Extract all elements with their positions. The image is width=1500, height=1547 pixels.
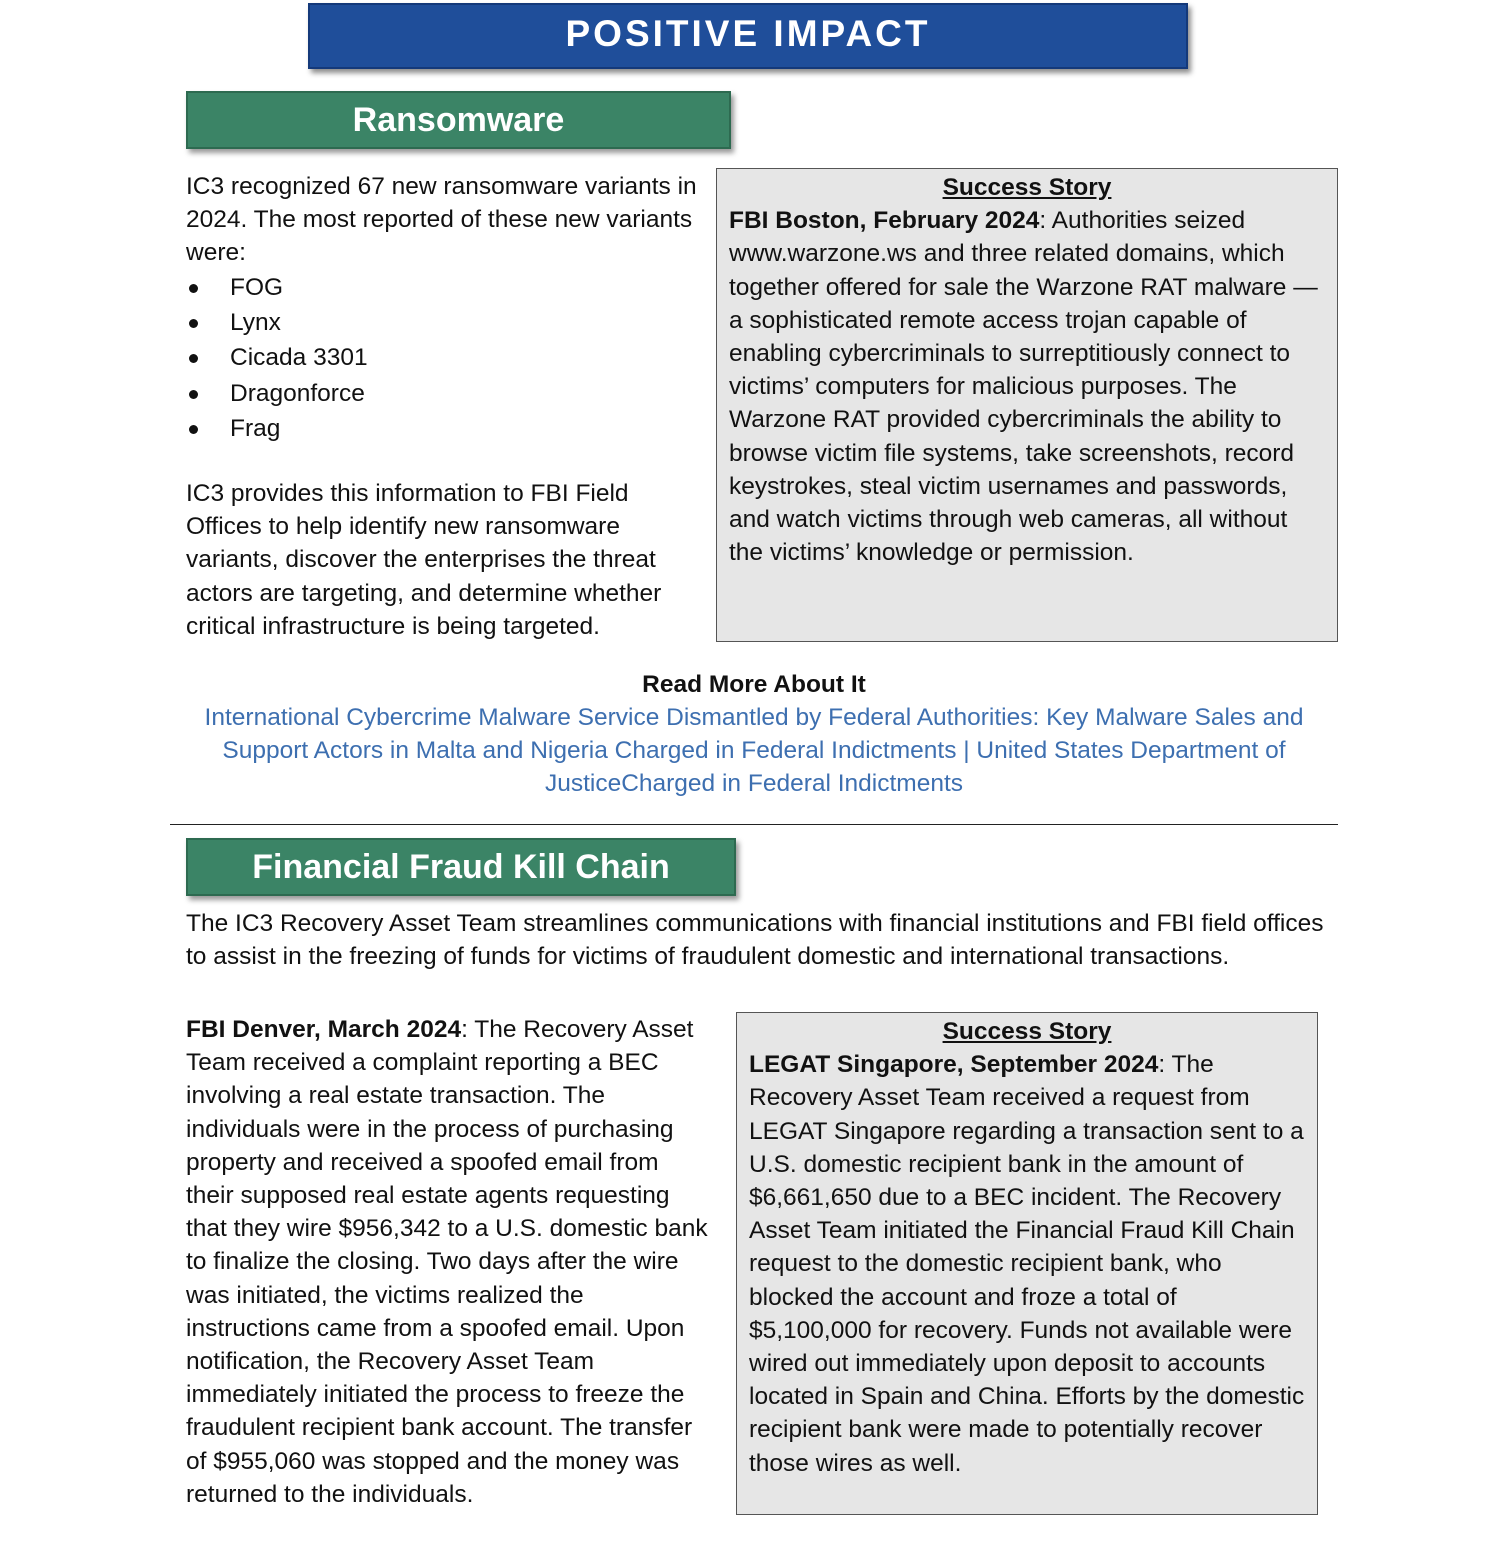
list-item: Dragonforce	[186, 376, 368, 411]
fraud-intro: The IC3 Recovery Asset Team streamlines communications with financial institutions and FBI field offices to assist in the freezing of funds for victims of fraudulent domestic and international transactions.	[186, 910, 1324, 971]
ransomware-body: IC3 provides this information to FBI Field Offices to help identify new ransomware variants, discover the enterprises the threat actors are targeting, and determine whether critical infrastructure is being targeted.	[186, 480, 662, 640]
read-more-title: Read More About It	[642, 671, 866, 698]
success-story-title: Success Story	[942, 174, 1112, 201]
ransomware-variant-list	[186, 270, 368, 446]
fraud-success-story	[736, 1012, 1318, 1515]
ransomware-header-label: Ransomware	[352, 101, 565, 139]
list-item: Frag	[186, 411, 368, 446]
list-item: FOG	[186, 270, 368, 305]
ransomware-intro: IC3 recognized 67 new ransomware variants in 2024. The most reported of these new variants were:	[186, 173, 697, 267]
list-item: Cicada 3301	[186, 340, 368, 375]
fraud-header	[186, 838, 736, 896]
fraud-case-text: : The Recovery Asset Team received a complaint reporting a BEC involving a real estate transaction. The individuals were in the process of purchasing property and received a spoofed email from their supposed real estate agents requesting that they wire $956,342 to a U.S. domestic bank to finalize the closing. Two days after the wire was initiated, the victims realized the instructions came from a spoofed email. Upon notification, the Recovery Asset Team immediately initiated the process to freeze the fraudulent recipient bank account. The transfer of $955,060 was stopped and the money was returned to the individuals.	[186, 1016, 708, 1508]
doj-article-link[interactable]: International Cybercrime Malware Service Dismantled by Federal Authorities: Key Malware Sales and Support Actors in Malta and Nigeria Charged in Federal Indictments | United States Department of JusticeCharged in Federal Indictments	[204, 704, 1304, 798]
section-divider	[170, 824, 1338, 825]
success-story-text: : The Recovery Asset Team received a request from LEGAT Singapore regarding a transaction sent to a U.S. domestic recipient bank in the amount of $6,661,650 due to a BEC incident. The Recovery Asset Team initiated the Financial Fraud Kill Chain request to the domestic recipient bank, who blocked the account and froze a total of $5,100,000 for recovery. Funds not available were wired out immediately upon deposit to accounts located in Spain and China. Efforts by the domestic recipient bank were made to potentially recover those wires as well.	[749, 1051, 1305, 1477]
success-story-text: : Authorities seized www.warzone.ws and three related domains, which together offered for sale the Warzone RAT malware — a sophisticated remote access trojan capable of enabling cybercriminals to surreptitiously connect to victims’ computers for malicious purposes. The Warzone RAT provided cybercriminals the ability to browse victim file systems, take screenshots, record keystrokes, steal victim usernames and passwords, and watch victims through web cameras, all without the victims’ knowledge or permission.	[729, 207, 1318, 567]
success-story-title: Success Story	[942, 1018, 1112, 1045]
fraud-case-study	[186, 1013, 708, 1511]
success-story-lead: LEGAT Singapore, September 2024	[749, 1051, 1159, 1079]
list-item: Lynx	[186, 305, 368, 340]
fraud-header-label: Financial Fraud Kill Chain	[252, 848, 670, 886]
fraud-case-lead: FBI Denver, March 2024	[186, 1016, 462, 1043]
banner-title: POSITIVE IMPACT	[565, 13, 931, 54]
success-story-lead: FBI Boston, February 2024	[729, 207, 1040, 235]
ransomware-header	[186, 91, 731, 149]
page-banner	[308, 3, 1188, 69]
ransomware-success-story	[716, 168, 1338, 642]
